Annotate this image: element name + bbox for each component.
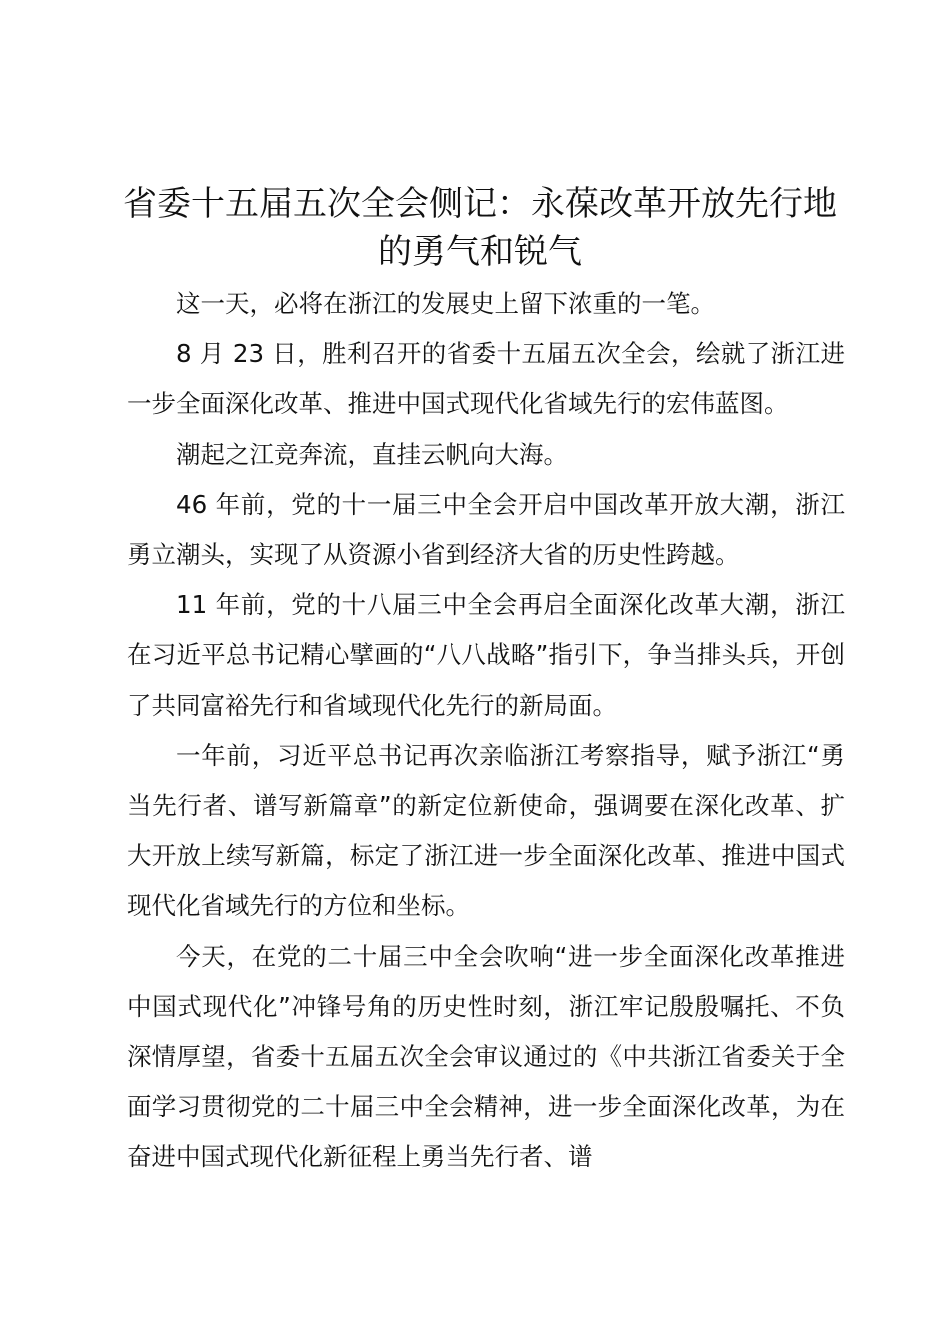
document-title: 省委十五届五次全会侧记：永葆改革开放先行地的勇气和锐气 <box>123 184 837 272</box>
paragraph: 一年前，习近平总书记再次亲临浙江考察指导，赋予浙江“勇当先行者、谱写新篇章”的新定位新使命，强调要在深化改革、扩大开放上续写新篇，标定了浙江进一步全面深化改革、推进中国式现代化省域先行的方位和坐标。 <box>127 740 845 921</box>
paragraph: 11 年前，党的十八届三中全会再启全面深化改革大潮，浙江在习近平总书记精心擘画的“八八战略”指引下，争当排头兵，开创了共同富裕先行和省域现代化先行的新局面。 <box>127 590 845 720</box>
paragraph: 这一天，必将在浙江的发展史上留下浓重的一笔。 <box>176 289 715 318</box>
paragraph: 潮起之江竞奔流，直挂云帆向大海。 <box>176 439 568 469</box>
document-body <box>127 279 845 1183</box>
paragraph: 今天，在党的二十届三中全会吹响“进一步全面深化改革推进中国式现代化”冲锋号角的历史性时刻，浙江牢记殷殷嘱托、不负深情厚望，省委十五届五次全会审议通过的《中共浙江省委关于全面学习贯彻党的二十届三中全会精神，进一步全面深化改革，为在奋进中国式现代化新征程上勇当先行者、谱 <box>127 941 845 1172</box>
paragraph: 8 月 23 日，胜利召开的省委十五届五次全会，绘就了浙江进一步全面深化改革、推进中国式现代化省域先行的宏伟蓝图。 <box>127 339 845 419</box>
paragraph: 46 年前，党的十一届三中全会开启中国改革开放大潮，浙江勇立潮头，实现了从资源小省到经济大省的历史性跨越。 <box>127 489 845 570</box>
